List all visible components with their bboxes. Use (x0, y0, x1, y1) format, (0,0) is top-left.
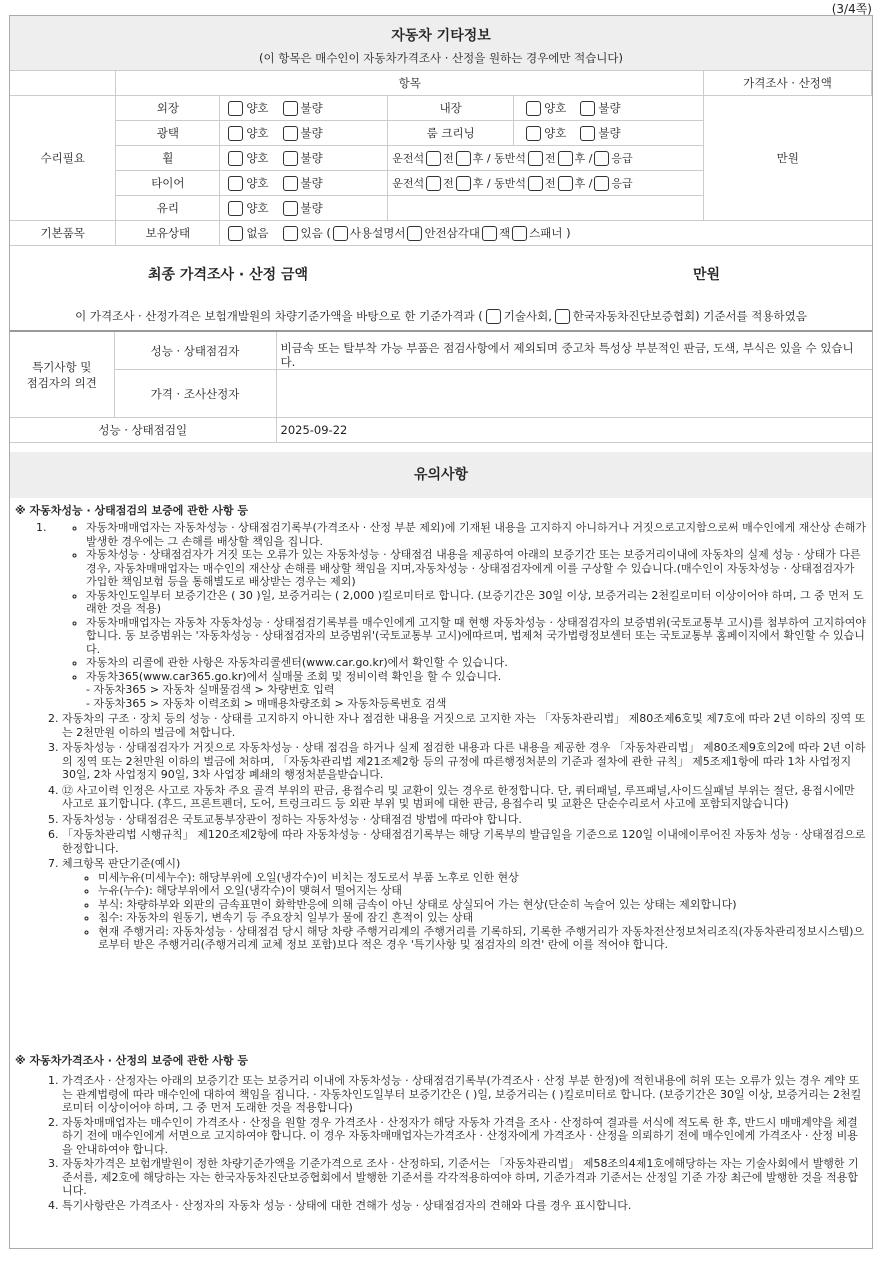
checkbox-good[interactable] (228, 201, 243, 216)
notice-bullet: ◦ 자동차의 리콜에 관한 사항은 자동차리콜센터(www.car.go.kr)에서 확인할 수 있습니다. (86, 656, 866, 670)
row-name: 타이어 (116, 171, 220, 196)
final-price-label: 최종 가격조사 · 산정 금액 (148, 267, 309, 283)
good-label: 양호 (246, 126, 269, 140)
checkbox-passenger-rear[interactable] (558, 176, 573, 191)
section2-title: ※ 자동차가격조사 · 산정의 보증에 관한 사항 등 (15, 1054, 248, 1067)
repair-unit: 만원 (776, 151, 799, 165)
front-label: 전 (443, 176, 454, 190)
notice-bullet: ◦ 자동차365(www.car365.go.kr)에서 실매물 조회 및 정비이력 확인을 할 수 있습니다. (86, 670, 866, 684)
basis-text: 이 가격조사 · 산정가격은 보험개발원의 차량기준가액을 바탕으로 한 기준가격과 ( (75, 309, 483, 323)
notice-item: 4. ⑫ 사고이력 인정은 사고로 자동차 주요 골격 부위의 판금, 용접수리 및 교환이 있는 경우로 한정합니다. 단, 쿼터패널, 루프패널,사이드실패널 부위는 절단, 용접시에만 사고로 표기합니다. (후드, 프론트펜더, 도어, 트렁크리드 등 외판 부위 및 범퍼에 대한 판금, 용접수리 및 교환은 단순수리로서 사고에 포함되지않습니다) (62, 784, 866, 811)
good-label: 양호 (246, 201, 269, 215)
checkbox-passenger-rear[interactable] (558, 151, 573, 166)
driver-seat-label: 운전석 (392, 176, 425, 190)
price-notice-item: 3. 자동차가격은 보험개발원이 정한 차량기준가액을 기준가격으로 조사 · 산정하되, 기준서는 「자동차관리법」 제58조의4제1호에해당하는 자는 기술사회에서 발행한 기준서를, 제2호에 해당하는 자는 한국자동차진단보증협회에서 발행한 기준서를 각각적용하여야 하며, 기준가격과 기준서는 산정일 기준 가장 최근에 발행한 것을 적용합니다. (62, 1157, 866, 1198)
notes-section2 (36, 1074, 866, 1213)
checkbox-engineering-society[interactable] (486, 309, 501, 324)
good-label: 양호 (246, 176, 269, 190)
notice-item: 7. 체크항목 판단기준(예시) (62, 857, 866, 871)
checkbox-good[interactable] (228, 176, 243, 191)
basis-option-2: 한국자동차진단보증협회) 기준서를 적용하였음 (572, 309, 807, 323)
checkbox-good[interactable] (228, 126, 243, 141)
bad-label: 불량 (300, 176, 323, 190)
notice-sub-item: - 자동차365 > 자동차 실매물검색 > 차량번호 입력 (86, 683, 335, 696)
notice-item: 3. 자동차성능 · 상태점검자가 거짓으로 자동차성능 · 상태 점검을 하거나 실제 점검한 내용과 다른 내용을 제공한 경우 「자동차관리법」 제80조제9호의2에 따라 2년 이하의 징역 또는 2천만원 이하의 벌금에 처하며, 「자동차관리법 제21조제2항 등의 규정에 따른행정처분의 기준과 절차에 관한 규칙」 제5조제1항에 따라 1차 사업정지 30일, 2차 사업정지 90일, 3차 사업장 폐쇄의 행정처분을받습니다. (62, 741, 866, 782)
checkbox-bad[interactable] (283, 151, 298, 166)
price-header: 가격조사 · 산정액 (704, 71, 872, 96)
notice-item: 6. 「자동차관리법 시행규칙」 제120조제2항에 따라 자동차성능 · 상태점검기록부는 해당 기록부의 발급일을 기준으로 120일 이내에이루어진 자동차 성능 · 상태점검으로 한정합니다. (62, 828, 866, 855)
row-name: 광택 (116, 121, 220, 146)
basic-label: 기본품목 (10, 221, 116, 246)
checkbox-passenger-front[interactable] (528, 151, 543, 166)
inspector-opinion: 비금속 또는 탈부착 가능 부품은 점검사항에서 제외되며 중고차 특성상 부분적인 판금, 도색, 부식은 있을 수 있습니다. (276, 331, 872, 370)
checkbox-driver-rear[interactable] (456, 151, 471, 166)
checkbox-diagnosis-association[interactable] (555, 309, 570, 324)
price-basis-line (10, 308, 872, 324)
checkbox-triangle[interactable] (407, 226, 422, 241)
inspection-date: 2025-09-22 (276, 418, 872, 443)
checkbox-none[interactable] (228, 226, 243, 241)
none-label: 없음 (246, 226, 269, 240)
pricer-label: 가격 · 조사산정자 (114, 370, 276, 418)
checkbox-good[interactable] (526, 126, 541, 141)
checkbox-have[interactable] (283, 226, 298, 241)
manual-label: 사용설명서 (349, 226, 406, 240)
criteria-bullet: ◦ 미세누유(미세누수): 해당부위에 오일(냉각수)이 비치는 정도로서 부품 노후로 인한 현상 (98, 871, 866, 885)
row-name2: 내장 (388, 96, 514, 121)
checkbox-good[interactable] (526, 101, 541, 116)
spanner-label: 스패너 ) (529, 226, 571, 240)
bad-label: 불량 (300, 151, 323, 165)
checkbox-driver-front[interactable] (426, 176, 441, 191)
notice-bullet: ◦ 자동차매매업자는 자동차성능 · 상태점검기록부(가격조사 · 산정 부분 제외)에 기재된 내용을 고지하지 아니하거나 거짓으로고지함으로써 매수인에게 재산상 손해가 발생한 경우에는 그 손해를 배상할 책임을 집니다. (86, 521, 866, 548)
row-name: 외장 (116, 96, 220, 121)
notice-item: 2. 자동차의 구조 · 장치 등의 성능 · 상태를 고지하지 아니한 자나 점검한 내용을 거짓으로 고지한 자는 「자동차관리법」 제80조제6호및 제7호에 따라 2년 이하의 징역 또는 2천만원 이하의 벌금에 처합니다. (62, 712, 866, 739)
final-price-unit: 만원 (693, 267, 721, 283)
notice-bullet: ◦ 자동차성능 · 상태점검자가 거짓 또는 오류가 있는 자동차성능 · 상태점검 내용을 제공하여 아래의 보증기간 또는 보증거리이내에 자동차의 실제 성능 · 상태가 다른 경우, 자동차매매업자는 매수인의 재산상 손해를 배상할 책임을 지며,자동차성능 · 상태점검자에게 이를 구상할 수 있습니다.(매수인이 자동차성능 · 상태점검자가 가입한 책임보험 등을 통해별도로 배상받는 경우는 제외) (86, 548, 866, 589)
criteria-bullet: ◦ 누유(누수): 해당부위에서 오일(냉각수)이 맺혀서 떨어지는 상태 (98, 884, 866, 898)
front-label: 전 (544, 151, 556, 165)
notice-bullet: ◦ 자동차인도일부터 보증기간은 ( 30 )일, 보증거리는 ( 2,000 )킬로미터로 합니다. (보증기간은 30일 이상, 보증거리는 2천킬로미터 이상이어야 하며, 그 중 먼저 도래한 것을 적용) (86, 589, 866, 616)
rear-label: 후 / 동반석 (472, 151, 526, 165)
page-number: (3/4쪽) (831, 2, 872, 16)
jack-label: 잭 (499, 226, 511, 240)
criteria-bullet: ◦ 침수: 자동차의 원동기, 변속기 등 주요장치 일부가 물에 잠긴 흔적이 있는 상태 (98, 911, 866, 925)
notice-sub-item: - 자동차365 > 자동차 이력조회 > 매매용차량조회 > 자동차등록번호 검색 (86, 696, 447, 710)
row-name: 유리 (116, 196, 220, 221)
item-number: 1. (36, 521, 47, 534)
bad-label: 불량 (300, 201, 323, 215)
rear-label: 후 / (574, 176, 593, 190)
checkbox-good[interactable] (228, 151, 243, 166)
checkbox-bad[interactable] (283, 101, 298, 116)
driver-seat-label: 운전석 (392, 151, 425, 165)
front-label: 전 (443, 151, 454, 165)
bad-label: 불량 (598, 126, 621, 140)
repair-table (10, 70, 872, 246)
section-header (10, 16, 872, 70)
bad-label: 불량 (300, 126, 323, 140)
form-frame (9, 15, 873, 1249)
notes-title: 유의사항 (10, 452, 872, 498)
checkbox-bad[interactable] (283, 126, 298, 141)
good-label: 양호 (544, 101, 567, 115)
notice-bullet: ◦ 자동차매매업자는 자동차 자동차성능 · 상태점검기록부를 매수인에게 고지할 때 현행 자동차성능 · 상태점검자의 보증범위(국토교통부 고시)를 첨부하여 고지하여야 합니다. 동 보증범위는 '자동차성능 · 상태점검자의 보증범위'(국토교통부 고시)에따르며, 법제처 국가법령정보센터 또는 국토교통부 홈페이지에서 확인할 수 있습니다. (86, 616, 866, 657)
checkbox-spanner[interactable] (512, 226, 527, 241)
bad-label: 불량 (598, 101, 621, 115)
rear-label: 후 / (574, 151, 593, 165)
checkbox-bad[interactable] (580, 126, 595, 141)
checkbox-bad[interactable] (283, 201, 298, 216)
checkbox-jack[interactable] (482, 226, 497, 241)
checkbox-emergency[interactable] (594, 176, 609, 191)
checkbox-driver-rear[interactable] (456, 176, 471, 191)
notes-section1 (36, 521, 866, 952)
checkbox-bad[interactable] (283, 176, 298, 191)
triangle-label: 안전삼각대 (424, 226, 480, 240)
inspector-label: 성능 · 상태점검자 (114, 331, 276, 370)
basis-option-1: 기술사회, (503, 309, 552, 323)
price-notice-item: 4. 특기사항란은 가격조사 · 산정자의 자동차 성능 · 상태에 대한 견해가 성능 · 상태점검자의 견해와 다를 경우 표시합니다. (62, 1199, 866, 1213)
good-label: 양호 (246, 101, 269, 115)
checkbox-manual[interactable] (333, 226, 348, 241)
section-subtitle: (이 항목은 매수인이 자동차가격조사 · 산정을 원하는 경우에만 적습니다) (258, 51, 624, 65)
price-notice-item: 2. 자동차매매업자는 매수인이 가격조사 · 산정을 원할 경우 가격조사 · 산정자가 해당 자동차 가격을 조사 · 산정하여 결과를 서식에 적도록 한 후, 반드시 매매계약을 체결하기 전에 매수인에게 서면으로 고지하여야 합니다. 이 경우 자동차매매업자는가격조사 · 산정자에게 가격조사 · 산정을 의뢰하기 전에 매수인에게 가격조사 · 산정 비용을 안내하여야 합니다. (62, 1116, 866, 1157)
opinion-label: 특기사항 및 점검자의 의견 (10, 331, 114, 418)
checkbox-bad[interactable] (580, 101, 595, 116)
section1-title: ※ 자동차성능 · 상태점검의 보증에 관한 사항 등 (15, 504, 248, 517)
criteria-bullet: ◦ 부식: 차량하부와 외판의 금속표면이 화학반응에 의해 금속이 아닌 상태로 상실되어 가는 현상(단순히 녹슬어 있는 상태는 제외합니다) (98, 898, 866, 912)
basic-item: 보유상태 (116, 221, 220, 246)
criteria-bullet: ◦ 현재 주행거리: 자동차성능 · 상태점검 당시 해당 차량 주행거리계의 주행거리를 기록하되, 기록한 주행거리가 자동차전산정보처리조직(자동차관리정보시스템)으로부터 받은 주행거리(주행거리계 교체 정보 포함)보다 적은 경우 '특기사항 및 점검자의 의견' 란에 이를 적어야 합니다. (98, 925, 866, 952)
front-label: 전 (544, 176, 556, 190)
rear-label: 후 / 동반석 (472, 176, 526, 190)
price-notice-item: 1. 가격조사 · 산정자는 아래의 보증기간 또는 보증거리 이내에 자동차성능 · 상태점검기록부(가격조사 · 산정 부분 한정)에 적힌내용에 허위 또는 오류가 있는 경우 계약 또는 관계법령에 따라 매수인에 대하여 책임을 집니다. · 자동차인도일부터 보증기간은 ( )일, 보증거리는 ( )킬로미터로 합니다. (보증기간은 30일 이상, 보증거리는 2천킬로미터 이상이어야 하며, 그 중 먼저 도래한 것을 적용합니다) (62, 1074, 866, 1115)
inspection-date-label: 성능 · 상태점검일 (10, 418, 276, 443)
have-label: 있음 ( (300, 226, 331, 240)
row-name2: 룸 크리닝 (388, 121, 514, 146)
section-title: 자동차 기타정보 (391, 28, 491, 44)
good-label: 양호 (246, 151, 269, 165)
good-label: 양호 (544, 126, 567, 140)
checkbox-passenger-front[interactable] (528, 176, 543, 191)
repair-label: 수리필요 (10, 96, 116, 221)
emergency-label: 응급 (611, 176, 633, 190)
row-name: 휠 (116, 146, 220, 171)
emergency-label: 응급 (611, 151, 633, 165)
bad-label: 불량 (300, 101, 323, 115)
checkbox-emergency[interactable] (594, 151, 609, 166)
checkbox-driver-front[interactable] (426, 151, 441, 166)
items-header: 항목 (116, 71, 704, 96)
notice-item: 5. 자동차성능 · 상태점검은 국토교통부장관이 정하는 자동차성능 · 상태점검 방법에 따라야 합니다. (62, 813, 866, 827)
opinion-table (10, 330, 872, 443)
checkbox-good[interactable] (228, 101, 243, 116)
